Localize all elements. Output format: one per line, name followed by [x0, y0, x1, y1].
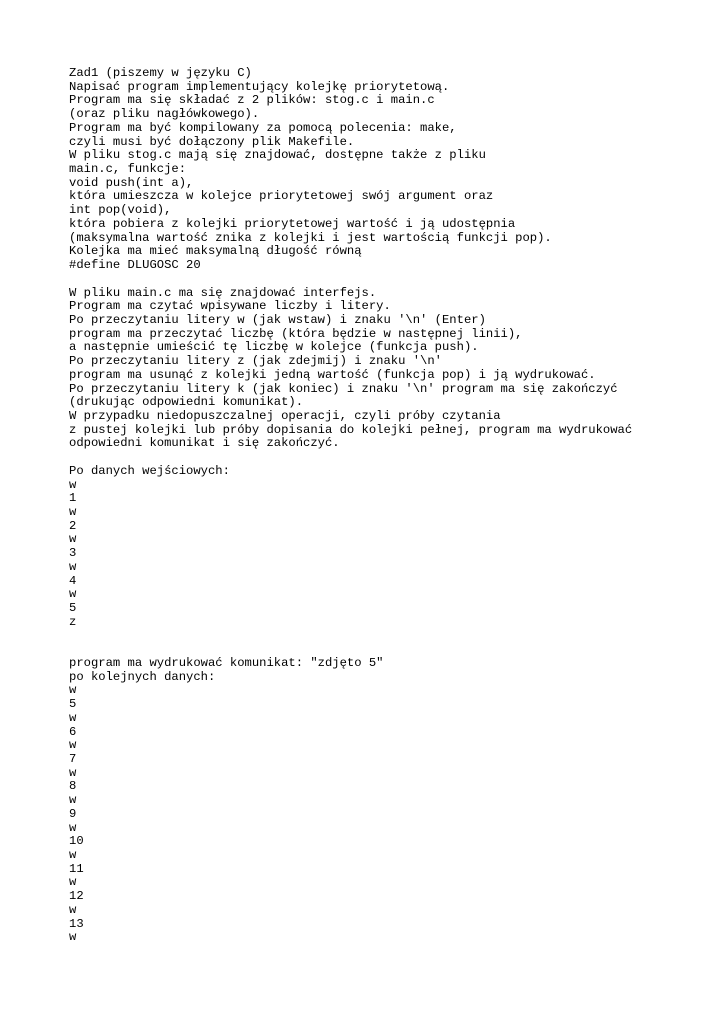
blank-line: [69, 273, 709, 287]
text-line: W pliku stog.c mają się znajdować, dostępne także z pliku: [69, 148, 486, 163]
input-line: w: [69, 930, 77, 945]
input-line: w: [69, 587, 77, 602]
text-line: z pustej kolejki lub próby dopisania do kolejki pełnej, program ma wydrukować: [69, 422, 633, 437]
input-line: w: [69, 559, 77, 574]
text-line: która umieszcza w kolejce priorytetowej swój argument oraz: [69, 189, 494, 204]
input-line: 12: [69, 889, 84, 904]
text-line: Program ma być kompilowany za pomocą polecenia: make,: [69, 120, 457, 135]
input-line: w: [69, 505, 77, 519]
input-line: w: [69, 477, 77, 492]
text-line: a następnie umieścić tę liczbę w kolejce (funkcja push).: [69, 340, 479, 355]
text-line: która pobiera z kolejki priorytetowej wartość i ją udostępnia: [69, 216, 516, 231]
text-line: Po danych wejściowych:: [69, 463, 230, 478]
input-line: w: [69, 765, 77, 780]
text-line: (oraz pliku nagłówkowego).: [69, 107, 260, 122]
input-line: 3: [69, 546, 77, 561]
text-line: Po przeczytaniu litery w (jak wstaw) i znaku '\n' (Enter): [69, 312, 486, 327]
input-line: w: [69, 902, 77, 917]
input-line: 4: [69, 573, 77, 588]
text-line: Zad1 (piszemy w języku C): [69, 66, 252, 80]
input-line: w: [69, 710, 77, 725]
input-line: w: [69, 847, 77, 862]
input-line: 1: [69, 491, 77, 506]
blank-line: [69, 451, 709, 465]
input-line: 2: [69, 518, 77, 533]
input-line: 11: [69, 861, 84, 876]
text-line: main.c, funkcje:: [69, 162, 187, 177]
input-line: 6: [69, 724, 77, 739]
input-line: z: [69, 614, 77, 629]
input-line: w: [69, 820, 77, 835]
text-line: program ma usunąć z kolejki jedną wartość (funkcja pop) i ją wydrukować.: [69, 367, 596, 382]
input-line: w: [69, 683, 77, 698]
text-line: W przypadku niedopuszczalnej operacji, czyli próby czytania: [69, 408, 501, 423]
text-line: W pliku main.c ma się znajdować interfejs.: [69, 285, 377, 300]
blank-line: [69, 643, 709, 657]
text-line: int pop(void),: [69, 203, 172, 218]
text-line: void push(int a),: [69, 175, 194, 190]
text-line: Po przeczytaniu litery k (jak koniec) i znaku '\n' program ma się zakończyć: [69, 381, 618, 396]
text-line: #define DLUGOSC 20: [69, 258, 201, 273]
text-line: (maksymalna wartość znika z kolejki i jest wartością funkcji pop).: [69, 230, 552, 245]
input-line: w: [69, 875, 77, 890]
input-line: 8: [69, 779, 77, 794]
input-line: w: [69, 793, 77, 808]
text-line: Po przeczytaniu litery z (jak zdejmij) i znaku '\n': [69, 354, 442, 369]
text-line: po kolejnych danych:: [69, 669, 216, 684]
text-line: czyli musi być dołączony plik Makefile.: [69, 134, 355, 149]
text-line: Program ma czytać wpisywane liczby i litery.: [69, 299, 391, 314]
text-line: program ma wydrukować komunikat: "zdjęto 5": [69, 655, 384, 670]
input-line: 5: [69, 601, 77, 616]
text-line: Napisać program implementujący kolejkę priorytetową.: [69, 79, 450, 94]
input-line: w: [69, 532, 77, 547]
input-line: 10: [69, 834, 84, 849]
text-line: (drukując odpowiedni komunikat).: [69, 395, 304, 410]
input-line: 5: [69, 697, 77, 712]
text-line: odpowiedni komunikat i się zakończyć.: [69, 436, 340, 451]
text-line: program ma przeczytać liczbę (która będzie w następnej linii),: [69, 326, 523, 341]
input-line: 9: [69, 806, 77, 821]
blank-line: [69, 629, 709, 643]
input-line: w: [69, 738, 77, 753]
input-line: 13: [69, 916, 84, 931]
input-line: 7: [69, 751, 77, 766]
document-page: [69, 67, 709, 945]
text-line: Kolejka ma mieć maksymalną długość równą: [69, 244, 362, 259]
text-line: Program ma się składać z 2 plików: stog.c i main.c: [69, 93, 435, 108]
